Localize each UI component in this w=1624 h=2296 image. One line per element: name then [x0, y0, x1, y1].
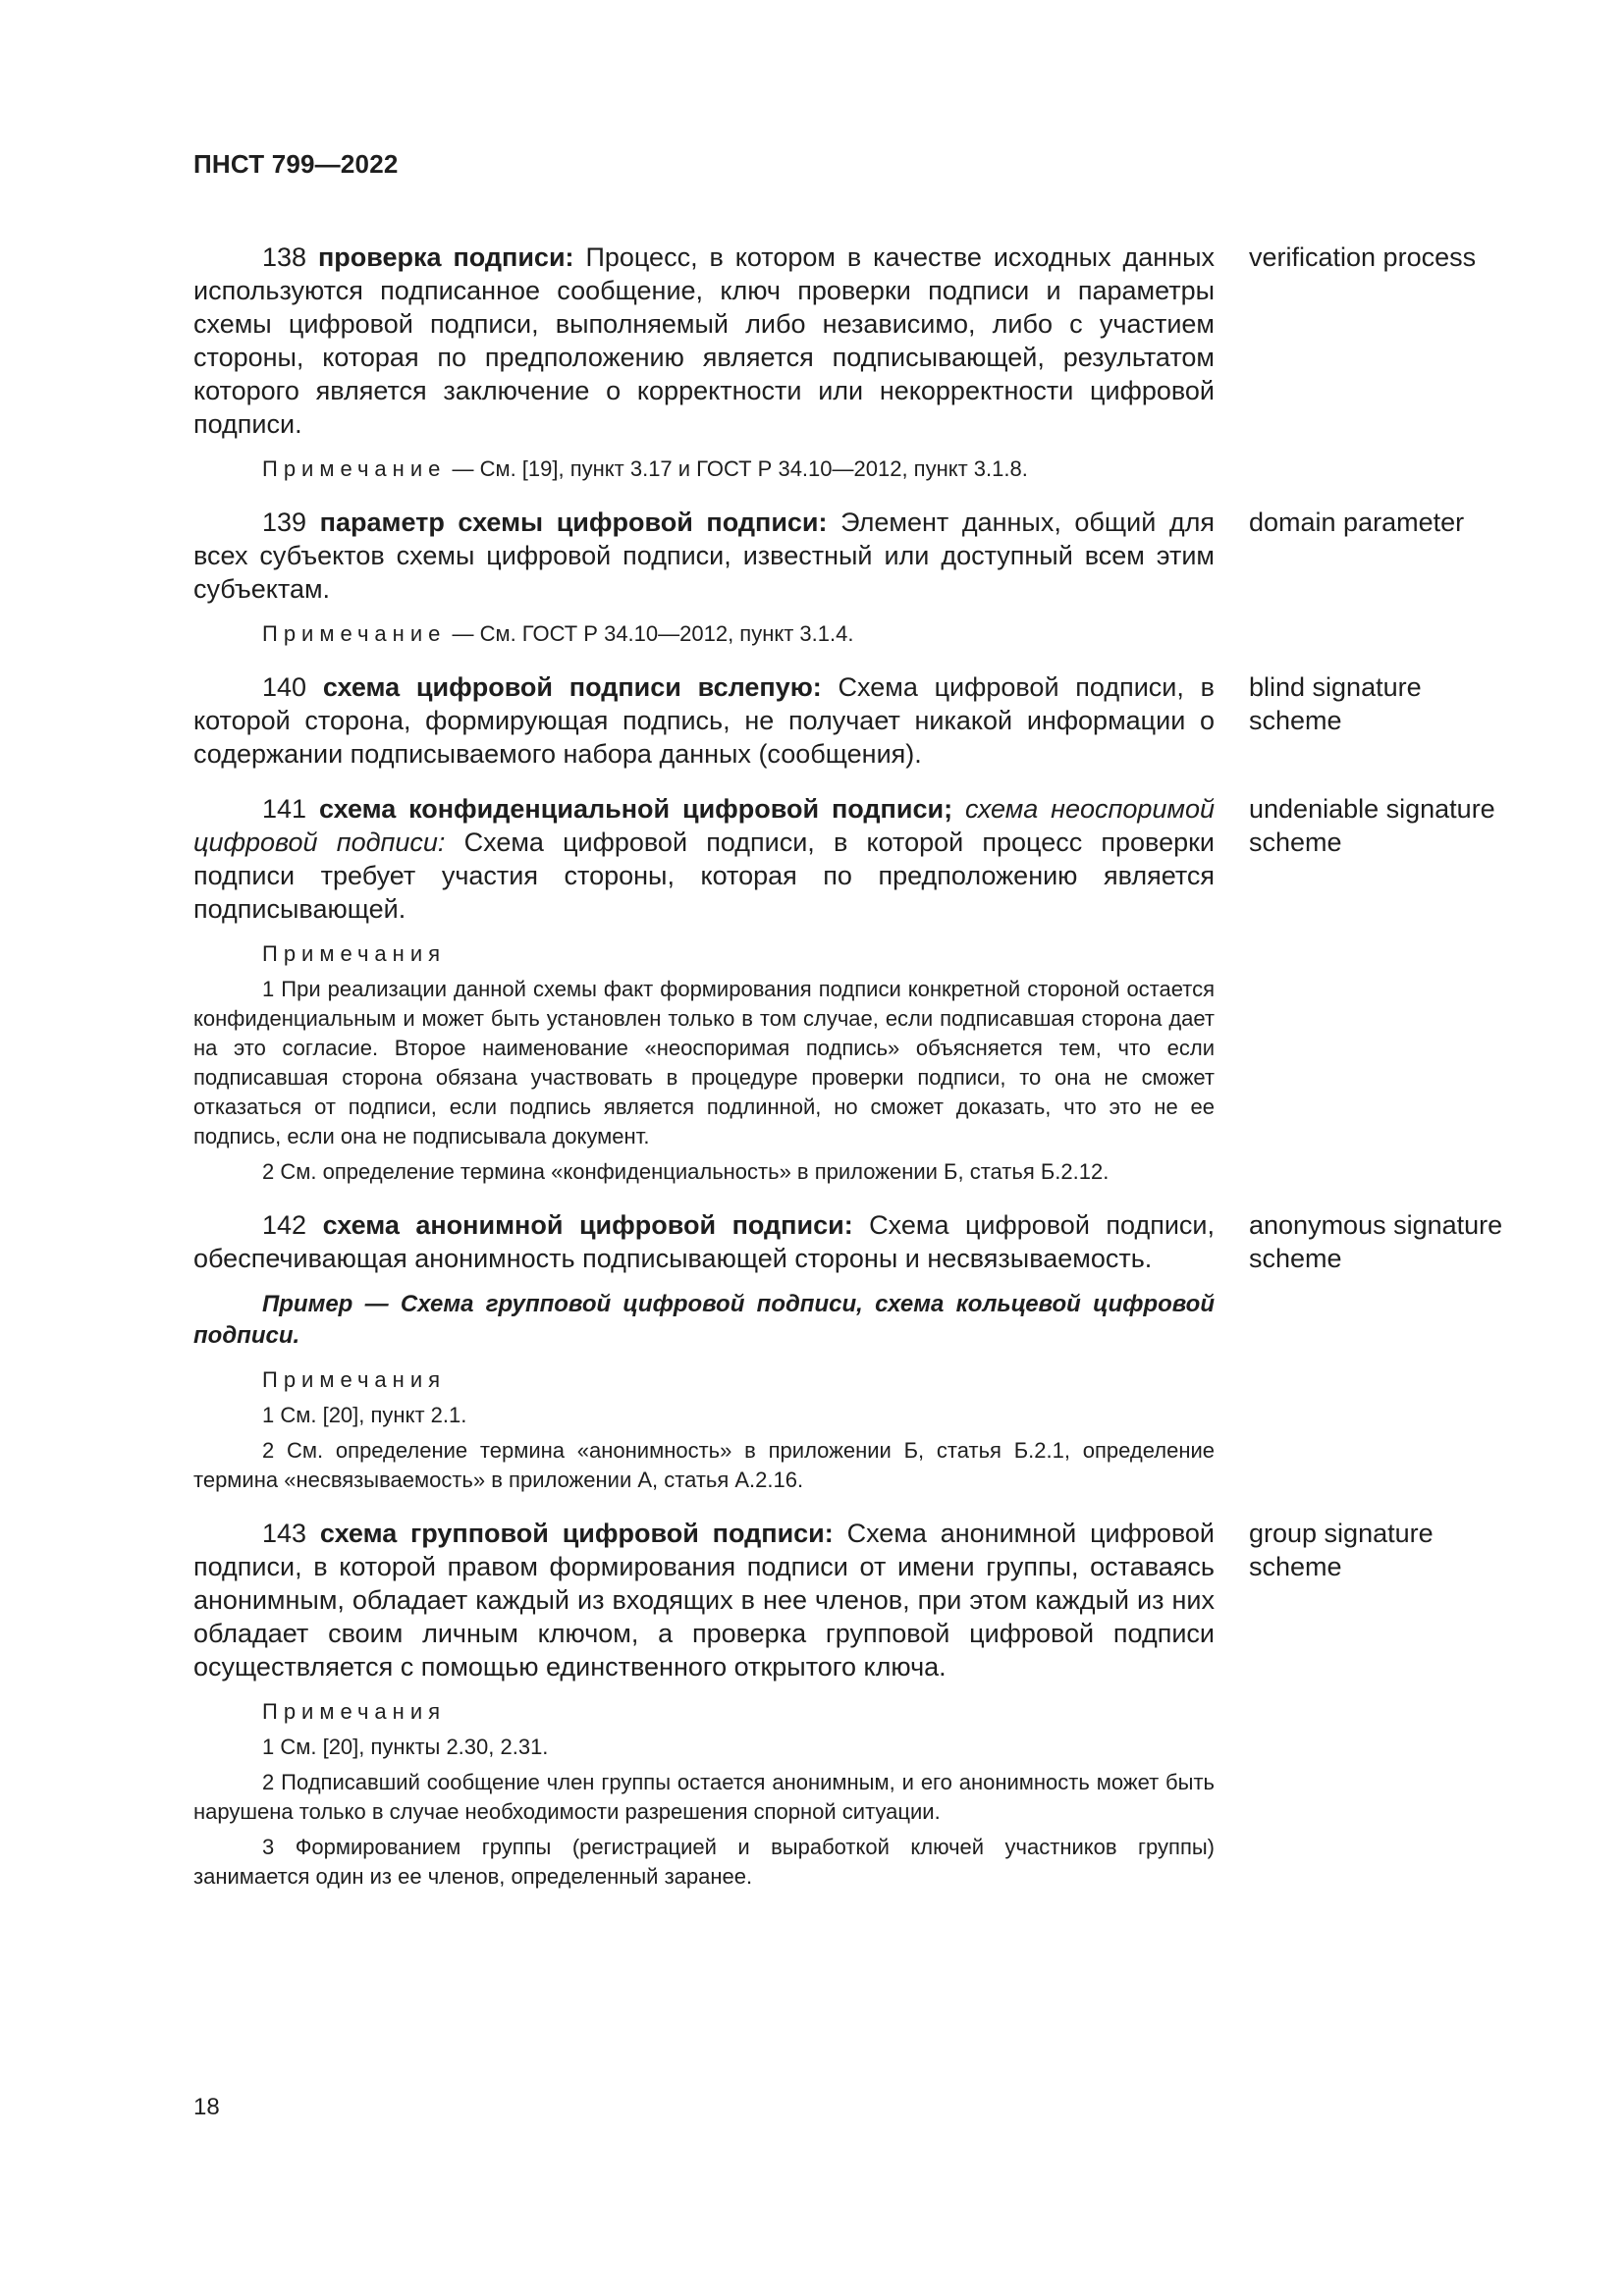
term-entry-141	[193, 792, 1529, 926]
definition-text: Элемент данных, общий для всех субъектов схемы цифровой подписи, известный или доступный всем этим субъектам.	[193, 507, 1215, 604]
english-term-line: scheme	[1249, 1244, 1342, 1273]
note-item: 2 См. определение термина «конфиденциальность» в приложении Б, статья Б.2.12.	[262, 1159, 1110, 1184]
term-title: проверка подписи:	[317, 242, 574, 272]
term-entry-143	[193, 1517, 1529, 1683]
english-term-line: undeniable signature	[1249, 794, 1495, 824]
term-definition	[193, 670, 1215, 771]
terms-list	[193, 240, 1529, 1892]
english-term-line: domain parameter	[1249, 507, 1465, 537]
note-item: 3 Формированием группы (регистрацией и выработкой ключей участников группы) занимается один из ее членов, определенный заранее.	[193, 1835, 1215, 1889]
term-entry-138	[193, 240, 1529, 441]
term-entry-140	[193, 670, 1529, 771]
term-number: 140	[262, 672, 307, 702]
term-title: схема анонимной цифровой подписи:	[322, 1210, 853, 1240]
english-equivalent	[1249, 670, 1529, 737]
term-synonym: схема неоспоримой цифровой подписи:	[193, 794, 1215, 857]
notes-heading: Примечания	[262, 1367, 447, 1392]
term-title: схема конфиденциальной цифровой подписи;	[318, 794, 953, 824]
term-title: схема групповой цифровой подписи:	[319, 1519, 834, 1548]
english-equivalent	[1249, 506, 1529, 539]
term-definition	[193, 1208, 1215, 1275]
example: Пример — Схема групповой цифровой подписи, схема кольцевой цифровой подписи.	[193, 1291, 1215, 1349]
term-number: 139	[262, 507, 307, 537]
english-term-line: anonymous signature	[1249, 1210, 1503, 1240]
english-equivalent	[1249, 792, 1529, 859]
note	[193, 619, 1215, 649]
note-item: 2 См. определение термина «анонимность» в приложении Б, статья Б.2.1, определение термина «несвязываемость» в приложении А, статья А.2.16.	[193, 1438, 1215, 1492]
term-number: 142	[262, 1210, 307, 1240]
english-equivalent	[1249, 240, 1529, 274]
english-equivalent	[1249, 1208, 1529, 1275]
note-text: — См. [19], пункт 3.17 и ГОСТ Р 34.10—2012, пункт 3.1.8.	[446, 456, 1028, 481]
term-definition	[193, 506, 1215, 606]
definition-text: Схема цифровой подписи, в которой процесс проверки подписи требует участия стороны, которая по предположению является подписывающей.	[193, 828, 1215, 924]
english-term-line: scheme	[1249, 1552, 1342, 1581]
definition-text: Схема цифровой подписи, обеспечивающая анонимность подписывающей стороны и несвязываемость.	[193, 1210, 1215, 1273]
note-label: Примечание	[262, 621, 447, 646]
note-label: Примечание	[262, 456, 447, 481]
english-term-line: group signature	[1249, 1519, 1434, 1548]
term-number: 141	[262, 794, 307, 824]
english-term-line: blind signature	[1249, 672, 1422, 702]
term-entry-142	[193, 1208, 1529, 1275]
term-title: параметр схемы цифровой подписи:	[319, 507, 828, 537]
note-item: 1 См. [20], пункт 2.1.	[262, 1403, 467, 1427]
english-equivalent	[1249, 1517, 1529, 1583]
term-definition	[193, 792, 1215, 926]
note	[193, 454, 1215, 484]
notes-heading: Примечания	[262, 1699, 447, 1724]
term-entry-139	[193, 506, 1529, 606]
page-number: 18	[193, 2094, 220, 2120]
term-title: схема цифровой подписи вслепую:	[322, 672, 822, 702]
term-number: 138	[262, 242, 307, 272]
term-definition	[193, 240, 1215, 441]
note-item: 2 Подписавший сообщение член группы остается анонимным, и его анонимность может быть нарушена только в случае необходимости разрешения спорной ситуации.	[193, 1770, 1215, 1824]
english-term-line: scheme	[1249, 706, 1342, 735]
note-item: 1 См. [20], пункты 2.30, 2.31.	[262, 1735, 549, 1759]
note-item: 1 При реализации данной схемы факт формирования подписи конкретной стороной остается конфиденциальным и может быть установлен только в том случае, если подписавшая сторона дает на это согласие. Второе наименование «неоспоримая подпись» объясняется тем, что если подписавшая сторона обязана участвовать в процедуре проверки подписи, то она не сможет отказаться от подписи, если подпись является подлинной, но сможет доказать, что это не ее подпись, если она не подписывала документ.	[193, 977, 1215, 1148]
notes-heading: Примечания	[262, 941, 447, 966]
note-text: — См. ГОСТ Р 34.10—2012, пункт 3.1.4.	[446, 621, 854, 646]
term-definition	[193, 1517, 1215, 1683]
definition-text: Процесс, в котором в качестве исходных данных используются подписанное сообщение, ключ проверки подписи и параметры схемы цифровой подписи, выполняемый либо независимо, либо с участием стороны, которая по предположению является подписывающей, результатом которого является заключение о корректности или некорректности цифровой подписи.	[193, 242, 1215, 439]
definition-text: Схема цифровой подписи, в которой сторона, формирующая подпись, не получает никакой информации о содержании подписываемого набора данных (сообщения).	[193, 672, 1215, 769]
term-number: 143	[262, 1519, 307, 1548]
english-term-line: verification process	[1249, 242, 1477, 272]
english-term-line: scheme	[1249, 828, 1342, 857]
document-header: ПНСТ 799—2022	[193, 149, 399, 179]
definition-text: Схема анонимной цифровой подписи, в которой правом формирования подписи от имени группы, оставаясь анонимным, обладает каждый из входящих в нее членов, при этом каждый из них обладает своим личным ключом, а проверка групповой цифровой подписи осуществляется с помощью единственного открытого ключа.	[193, 1519, 1215, 1682]
